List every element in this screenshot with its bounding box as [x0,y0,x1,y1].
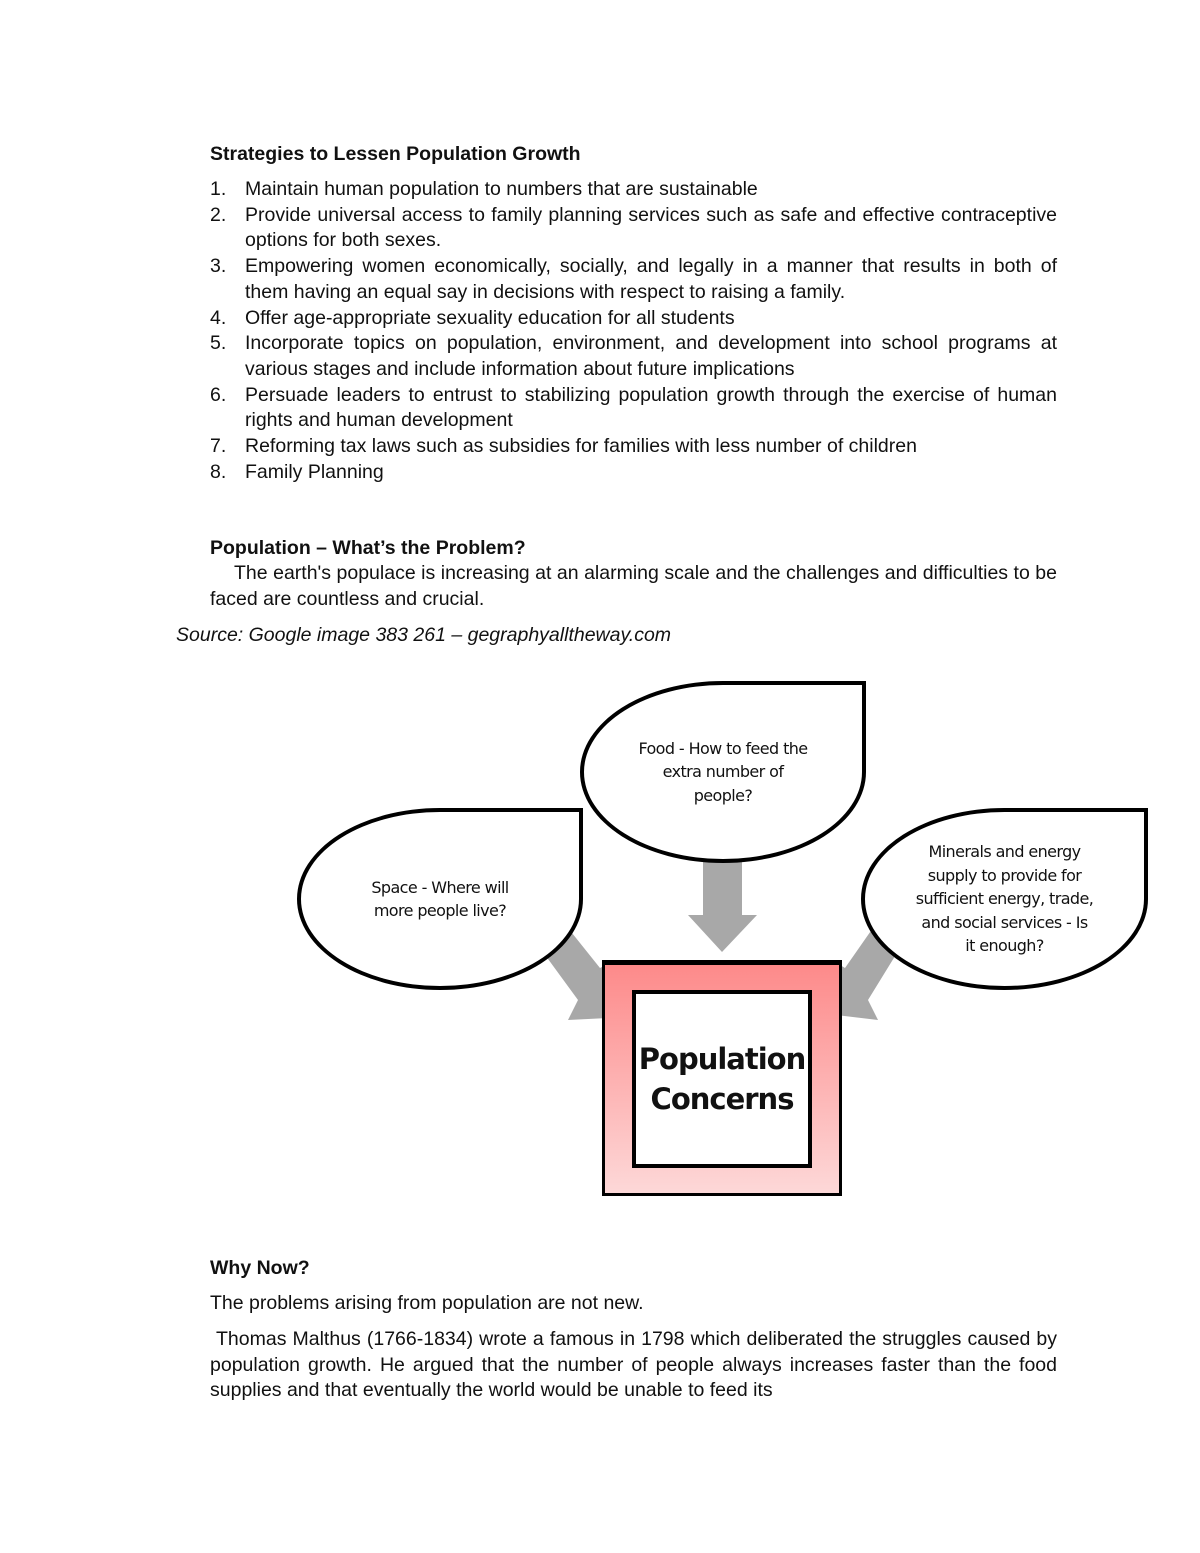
item-text: Family Planning [245,460,384,483]
minerals-bubble [861,808,1148,990]
strategies-heading: Strategies to Lessen Population Growth [210,143,581,165]
item-text: Provide universal access to family planning services such as safe and effective contraceptive options for both sexes. [245,203,1057,252]
why-now-heading: Why Now? [210,1257,310,1279]
population-concerns-box [632,990,812,1168]
space-bubble [297,808,583,990]
item-number: 7. [210,435,227,458]
why-now-p1: The problems arising from population are not new. [210,1292,644,1314]
item-number: 6. [210,383,227,406]
image-source: Source: Google image 383 261 – gegraphyalltheway.com [176,624,672,646]
problem-heading: Population – What’s the Problem? [210,537,526,559]
population-concerns-label: Population Concerns [638,1042,806,1116]
item-text: Reforming tax laws such as subsidies for families with less number of children [245,435,917,458]
item-text: Persuade leaders to entrust to stabilizing population growth through the exercise of human rights and human development [245,383,1057,432]
item-number: 1. [210,178,227,200]
minerals-text: Minerals and energy supply to provide for sufficient energy, trade, and social services - Is it enough? [915,842,1094,956]
food-bubble [580,681,866,863]
down-arrow [688,862,757,952]
problem-body: The earth's populace is increasing at an alarming scale and the challenges and difficulties to be faced are countless and crucial. [210,562,1057,610]
space-text: Space - Where will more people live? [371,877,509,920]
item-text: Maintain human population to numbers that are sustainable [245,178,758,200]
item-text: Incorporate topics on population, environment, and development into school programs at various stages and include information about future implications [245,332,1057,380]
item-text: Empowering women economically, socially, and legally in a manner that results in both of them having an equal say in decisions with respect to raising a family. [245,255,1057,303]
item-number: 5. [210,332,227,355]
item-number: 2. [210,203,227,226]
item-text: Offer age-appropriate sexuality education for all students [245,306,735,329]
why-now-p2: Thomas Malthus (1766-1834) wrote a famous in 1798 which deliberated the struggles caused by population growth. He argued that the number of people always increases faster than the food supplies and that eventually the world would be unable to feed its [210,1328,1057,1401]
item-number: 3. [210,255,227,278]
food-text: Food - How to feed the extra number of people? [638,738,808,805]
item-number: 8. [210,460,227,483]
item-number: 4. [210,306,227,329]
